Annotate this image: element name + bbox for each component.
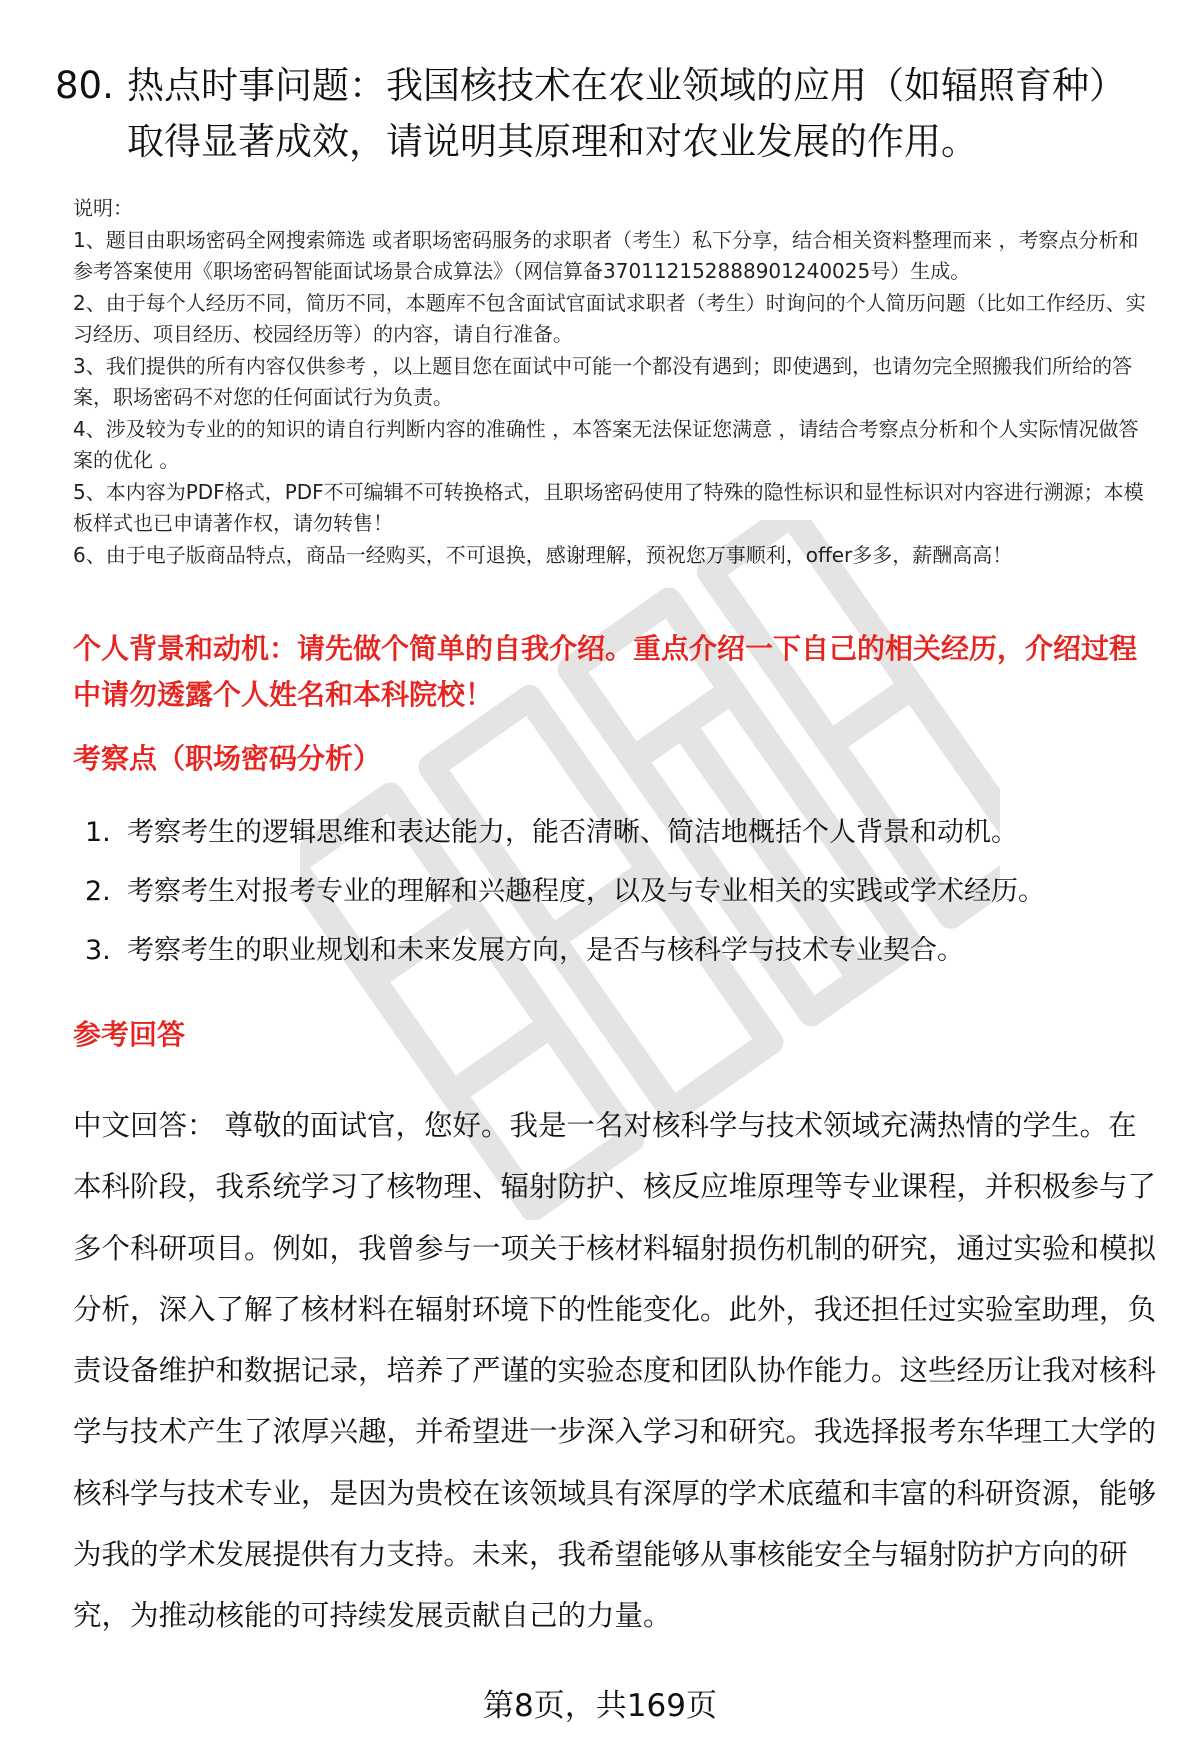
reference-heading: 参考回答 xyxy=(73,1018,186,1051)
point-number: 3. xyxy=(85,935,111,966)
point-text: 考察考生对报考专业的理解和兴趣程度，以及与专业相关的实践或学术经历。 xyxy=(127,876,1045,907)
point-number: 1. xyxy=(85,817,111,848)
notes-item: 3、我们提供的所有内容仅供参考 ，以上题目您在面试中可能一个都没有遇到；即使遇到，也请勿完全照搬我们所给的答案，职场密码不对您的任何面试行为负责。 xyxy=(73,353,1133,409)
notes-item: 4、涉及较为专业的的知识的请自行判断内容的准确性 ，本答案无法保证您满意 ，请结合考察点分析和个人实际情况做答案的优化 。 xyxy=(73,416,1139,472)
notes-item: 1、题目由职场密码全网搜索筛选 或者职场密码服务的求职者（考生）私下分享，结合相关资料整理而来 ，考察点分析和参考答案使用《职场密码智能面试场景合成算法》（网信算备370112152888901240025号）生成。 xyxy=(73,227,1139,283)
question-title xyxy=(55,58,1155,170)
page-footer: 第8页，共169页 xyxy=(483,1688,717,1724)
question-number: 80. xyxy=(55,64,114,107)
notes-block xyxy=(73,193,1158,571)
notes-item: 2、由于每个人经历不同，简历不同，本题库不包含面试官面试求职者（考生）时询问的个人简历问题（比如工作经历、实习经历、项目经历、校园经历等）的内容，请自行准备。 xyxy=(73,290,1146,346)
analysis-point xyxy=(85,931,1155,990)
analysis-points xyxy=(85,813,1155,990)
analysis-point xyxy=(85,813,1155,872)
analysis-point xyxy=(85,872,1155,931)
question-text: 热点时事问题：我国核技术在农业领域的应用（如辐照育种）取得显著成效，请说明其原理和对农业发展的作用。 xyxy=(127,64,1126,163)
intro-prompt: 个人背景和动机：请先做个简单的自我介绍。重点介绍一下自己的相关经历，介绍过程中请勿透露个人姓名和本科院校！ xyxy=(73,632,1138,711)
point-text: 考察考生的职业规划和未来发展方向，是否与核科学与技术专业契合。 xyxy=(127,935,964,966)
notes-item: 6、由于电子版商品特点，商品一经购买，不可退换，感谢理解，预祝您万事顺利，offer多多，薪酬高高！ xyxy=(73,542,1013,567)
notes-heading: 说明： xyxy=(73,196,133,220)
point-text: 考察考生的逻辑思维和表达能力，能否清晰、简洁地概括个人背景和动机。 xyxy=(127,817,1018,848)
analysis-heading: 考察点（职场密码分析） xyxy=(73,742,382,775)
point-number: 2. xyxy=(85,876,111,907)
notes-item: 5、本内容为PDF格式，PDF不可编辑不可转换格式，且职场密码使用了特殊的隐性标识和显性标识对内容进行溯源；本模板样式也已申请著作权，请勿转售！ xyxy=(73,479,1144,535)
reference-answer: 中文回答： 尊敬的面试官，您好。我是一名对核科学与技术领域充满热情的学生。在本科阶段，我系统学习了核物理、辐射防护、核反应堆原理等专业课程，并积极参与了多个科研项目。例如，我曾参与一项关于核材料辐射损伤机制的研究，通过实验和模拟分析，深入了解了核材料在辐射环境下的性能变化。此外，我还担任过实验室助理，负责设备维护和数据记录，培养了严谨的实验态度和团队协作能力。这些经历让我对核科学与技术产生了浓厚兴趣，并希望进一步深入学习和研究。我选择报考东华理工大学的核科学与技术专业，是因为贵校在该领域具有深厚的学术底蕴和丰富的科研资源，能够为我的学术发展提供有力支持。未来，我希望能够从事核能安全与辐射防护方向的研究，为推动核能的可持续发展贡献自己的力量。 xyxy=(73,1109,1157,1633)
